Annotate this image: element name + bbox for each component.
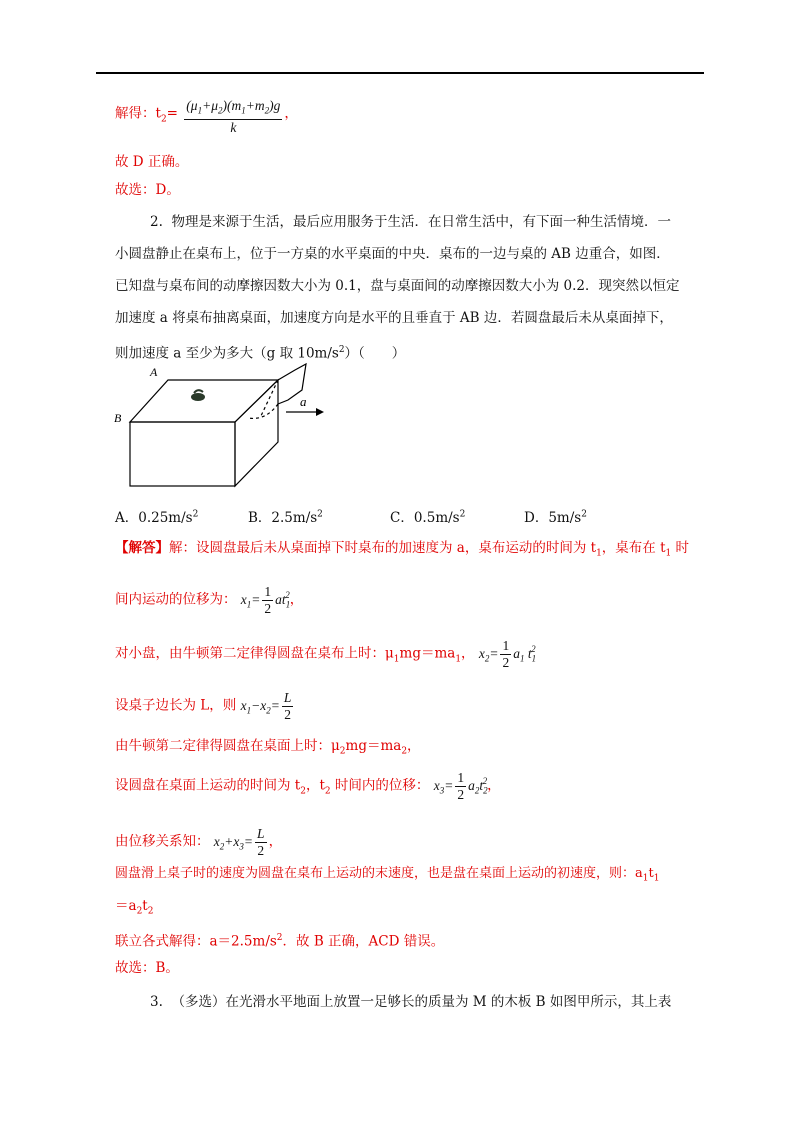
question-text: 物理是来源于生活，最后应用服务于生活．在日常生活中，有下面一种生活情境．一 bbox=[171, 214, 671, 230]
denominator: 2 bbox=[284, 707, 291, 722]
sub: 3 bbox=[439, 785, 445, 796]
var: x bbox=[233, 833, 240, 849]
label-a-corner: A bbox=[150, 365, 158, 379]
m1-sub: 1 bbox=[241, 105, 246, 116]
sub: 1 bbox=[653, 873, 660, 884]
mu1-sub: 1 bbox=[197, 105, 203, 116]
mu2-sub: 2 bbox=[217, 105, 223, 116]
option-letter: A． bbox=[115, 510, 139, 526]
denominator: 2 bbox=[502, 655, 510, 670]
plus: + bbox=[245, 98, 255, 113]
solution-text: 时 bbox=[671, 540, 690, 556]
sub: 2 bbox=[266, 705, 271, 716]
solution-text: 解：设圆盘最后未从桌面掉下时桌布的加速度为 a，桌布运动的时间为 t bbox=[169, 540, 597, 556]
solution-line4 bbox=[115, 690, 295, 723]
option-sup: 2 bbox=[192, 509, 199, 520]
accel-arrowhead bbox=[316, 408, 324, 416]
solution-line6 bbox=[115, 770, 501, 803]
sub: 2 bbox=[147, 906, 154, 917]
sup: 2 bbox=[276, 933, 283, 943]
solution-text: 设桌子边长为 L，则 bbox=[115, 697, 237, 714]
disc-highlight bbox=[194, 390, 203, 393]
plus: + bbox=[202, 98, 212, 113]
eq-x3 bbox=[433, 770, 488, 802]
solution-line8 bbox=[115, 864, 659, 889]
numerator: L bbox=[283, 690, 292, 705]
numerator: L bbox=[257, 826, 265, 841]
t2-numerator: $(\mu_1+\mu_2)(m_1+m_2)g$ bbox=[184, 98, 282, 120]
denominator: 2 bbox=[264, 601, 272, 616]
denominator: 2 bbox=[257, 843, 265, 858]
sub: 2 bbox=[483, 785, 488, 796]
sub: 1 bbox=[246, 705, 252, 716]
option-a[interactable] bbox=[115, 506, 198, 526]
t2-fraction bbox=[184, 98, 282, 136]
question2-line4: 加速度 a 将桌布抽离桌面，加速度方向是水平的且垂直于 AB 边．若圆盘最后未从桌面掉下， bbox=[115, 310, 673, 326]
solution-text: ，t bbox=[305, 777, 325, 794]
question2-line3: 已知盘与桌布间的动摩擦因数大小为 0.1，盘与桌面间的动摩擦因数大小为 0.2．现突然以恒定 bbox=[115, 278, 680, 294]
sub: 1 bbox=[596, 548, 602, 559]
solution-text: ， bbox=[461, 645, 475, 662]
option-sup: 2 bbox=[317, 509, 323, 520]
solution-text: 间内运动的位移为： bbox=[115, 591, 237, 608]
mu2: μ bbox=[211, 98, 218, 113]
solution-line2 bbox=[115, 584, 303, 617]
var: at bbox=[275, 591, 286, 607]
table-side-face bbox=[235, 380, 278, 486]
var: a bbox=[468, 777, 475, 793]
solution-line1 bbox=[115, 538, 689, 564]
sub: 2 bbox=[401, 746, 408, 757]
comma: ， bbox=[284, 105, 298, 122]
option-value: 2.5m/s bbox=[271, 510, 318, 526]
solution-text: 由位移关系知： bbox=[115, 833, 210, 850]
sub: 1 bbox=[455, 654, 462, 665]
mu1: μ bbox=[190, 98, 198, 113]
solution-line3 bbox=[115, 638, 536, 671]
sub: 2 bbox=[324, 786, 331, 797]
solution-text: mg＝ma bbox=[345, 738, 402, 754]
plus: + bbox=[224, 833, 234, 849]
m1: m bbox=[231, 98, 242, 113]
comma: ， bbox=[487, 777, 501, 794]
header-rule bbox=[96, 72, 704, 74]
m2: m bbox=[254, 98, 265, 113]
denominator: 2 bbox=[457, 787, 465, 802]
solution-line5 bbox=[115, 736, 421, 762]
solution-text: ＝a bbox=[115, 898, 137, 914]
equals: = bbox=[489, 645, 499, 661]
solution-line10 bbox=[115, 928, 444, 952]
var: t bbox=[648, 866, 654, 881]
var: t bbox=[527, 645, 532, 661]
option-sup: 2 bbox=[581, 509, 587, 520]
prev-answer: 故选：D。 bbox=[115, 182, 180, 198]
option-letter: B． bbox=[248, 510, 272, 526]
var: x bbox=[433, 777, 440, 793]
question2-line1 bbox=[150, 212, 671, 232]
option-b[interactable] bbox=[248, 506, 323, 526]
question3-line1 bbox=[150, 992, 671, 1012]
sub: 1 bbox=[665, 548, 672, 559]
table-figure bbox=[110, 360, 330, 500]
var: x bbox=[240, 591, 247, 607]
eq-x1 bbox=[240, 584, 291, 616]
equals: = bbox=[166, 105, 178, 122]
solution-line9 bbox=[115, 896, 153, 922]
half-fraction bbox=[455, 770, 466, 803]
question-number: 3. bbox=[150, 994, 163, 1010]
tablecloth-drape bbox=[248, 404, 278, 418]
solution-text: 联立各式解得：a＝2.5m/s bbox=[115, 933, 277, 950]
solution-text: 由牛顿第二定律得圆盘在桌面上时：μ bbox=[115, 738, 340, 754]
var: a bbox=[513, 645, 520, 661]
question-text: （多选）在光滑水平地面上放置一足够长的质量为 M 的木板 B 如图甲所示，其上表 bbox=[171, 994, 672, 1010]
prev-solution-formula bbox=[115, 98, 298, 136]
sub: 2 bbox=[300, 786, 306, 797]
sub: 2 bbox=[484, 653, 490, 664]
d-correct: 故 D 正确。 bbox=[115, 154, 189, 170]
sub: 1 bbox=[531, 653, 537, 664]
solution-text: 时间内的位移： bbox=[330, 777, 430, 794]
sub: 1 bbox=[246, 599, 252, 610]
equals: = bbox=[243, 833, 254, 849]
solution-line7 bbox=[115, 826, 282, 859]
sup: 2 bbox=[285, 590, 290, 601]
tablecloth-fold bbox=[260, 380, 278, 418]
question-number: 2. bbox=[150, 214, 163, 230]
half-fraction bbox=[500, 638, 511, 671]
half-fraction bbox=[262, 584, 273, 617]
sub: 1 bbox=[519, 653, 525, 664]
numerator: 1 bbox=[264, 584, 272, 599]
jiede-label: 解得： bbox=[115, 105, 156, 122]
sub: 1 bbox=[642, 873, 649, 884]
sub: 1 bbox=[393, 654, 400, 665]
solution-text: ．故 B 正确，ACD 错误。 bbox=[282, 933, 445, 950]
numerator: 1 bbox=[502, 638, 510, 653]
var: x bbox=[260, 697, 267, 713]
t2-sub: 2 bbox=[160, 114, 167, 125]
sup: 2 bbox=[531, 644, 536, 655]
eq-length bbox=[240, 690, 296, 722]
comma: ， bbox=[289, 591, 304, 608]
m2-sub: 2 bbox=[264, 105, 270, 116]
g: g bbox=[273, 98, 281, 113]
solution-answer: 故选：B。 bbox=[115, 960, 179, 976]
solution-text: mg＝ma bbox=[399, 645, 456, 662]
equals: = bbox=[444, 777, 454, 793]
superscript: 2 bbox=[338, 345, 345, 355]
option-value: 0.5m/s bbox=[413, 510, 460, 526]
option-sup: 2 bbox=[459, 509, 466, 520]
option-letter: C． bbox=[390, 510, 414, 526]
var: x bbox=[478, 645, 485, 661]
var: t bbox=[479, 777, 484, 793]
numerator: 1 bbox=[457, 770, 465, 785]
t2-symbol: t bbox=[155, 105, 161, 122]
eq-x2 bbox=[478, 638, 537, 670]
option-value: 0.25m/s bbox=[138, 510, 193, 526]
solution-text: 圆盘滑上桌子时的速度为圆盘在桌布上运动的末速度，也是盘在桌面上运动的初速度，则：a bbox=[115, 866, 643, 881]
sub: 2 bbox=[339, 746, 346, 757]
var: x bbox=[213, 833, 220, 849]
sub: 2 bbox=[136, 906, 143, 917]
l-half-fraction bbox=[255, 826, 267, 859]
sup: 2 bbox=[482, 776, 488, 787]
solution-text: ， bbox=[407, 738, 421, 754]
t2-denominator: k bbox=[230, 119, 237, 135]
sub: 2 bbox=[219, 841, 225, 852]
table-front-face bbox=[130, 422, 235, 486]
disc bbox=[191, 393, 205, 401]
solution-text: 设圆盘在桌面上运动的时间为 t bbox=[115, 777, 301, 794]
answer-tag: 【解答】 bbox=[115, 540, 169, 556]
solution-text: ，桌布在 t bbox=[601, 540, 666, 556]
var: x bbox=[240, 697, 247, 713]
solution-text: 对小盘，由牛顿第二定律得圆盘在桌布上时：μ bbox=[115, 645, 394, 662]
eq-relation bbox=[213, 826, 269, 858]
label-b-corner: B bbox=[114, 411, 122, 425]
var: t bbox=[142, 898, 148, 914]
question2-line2: 小圆盘静止在桌布上，位于一方桌的水平桌面的中央．桌布的一边与桌的 AB 边重合，如图． bbox=[115, 246, 670, 262]
option-c[interactable] bbox=[390, 506, 465, 526]
option-value: 5m/s bbox=[548, 510, 582, 526]
l-half-fraction bbox=[282, 690, 294, 723]
option-d[interactable] bbox=[524, 506, 587, 526]
comma: ， bbox=[268, 833, 283, 850]
minus: − bbox=[251, 697, 261, 713]
label-acceleration: a bbox=[300, 394, 307, 409]
option-letter: D． bbox=[524, 510, 549, 526]
sub: 3 bbox=[239, 841, 244, 852]
answer-blank: ）（ ） bbox=[344, 345, 406, 362]
line5-text: 则加速度 a 至少为多大（g 取 10m/s bbox=[115, 345, 339, 362]
equals: = bbox=[270, 697, 280, 713]
sub: 2 bbox=[474, 785, 480, 796]
sub: 1 bbox=[285, 599, 291, 610]
equals: = bbox=[251, 591, 261, 607]
